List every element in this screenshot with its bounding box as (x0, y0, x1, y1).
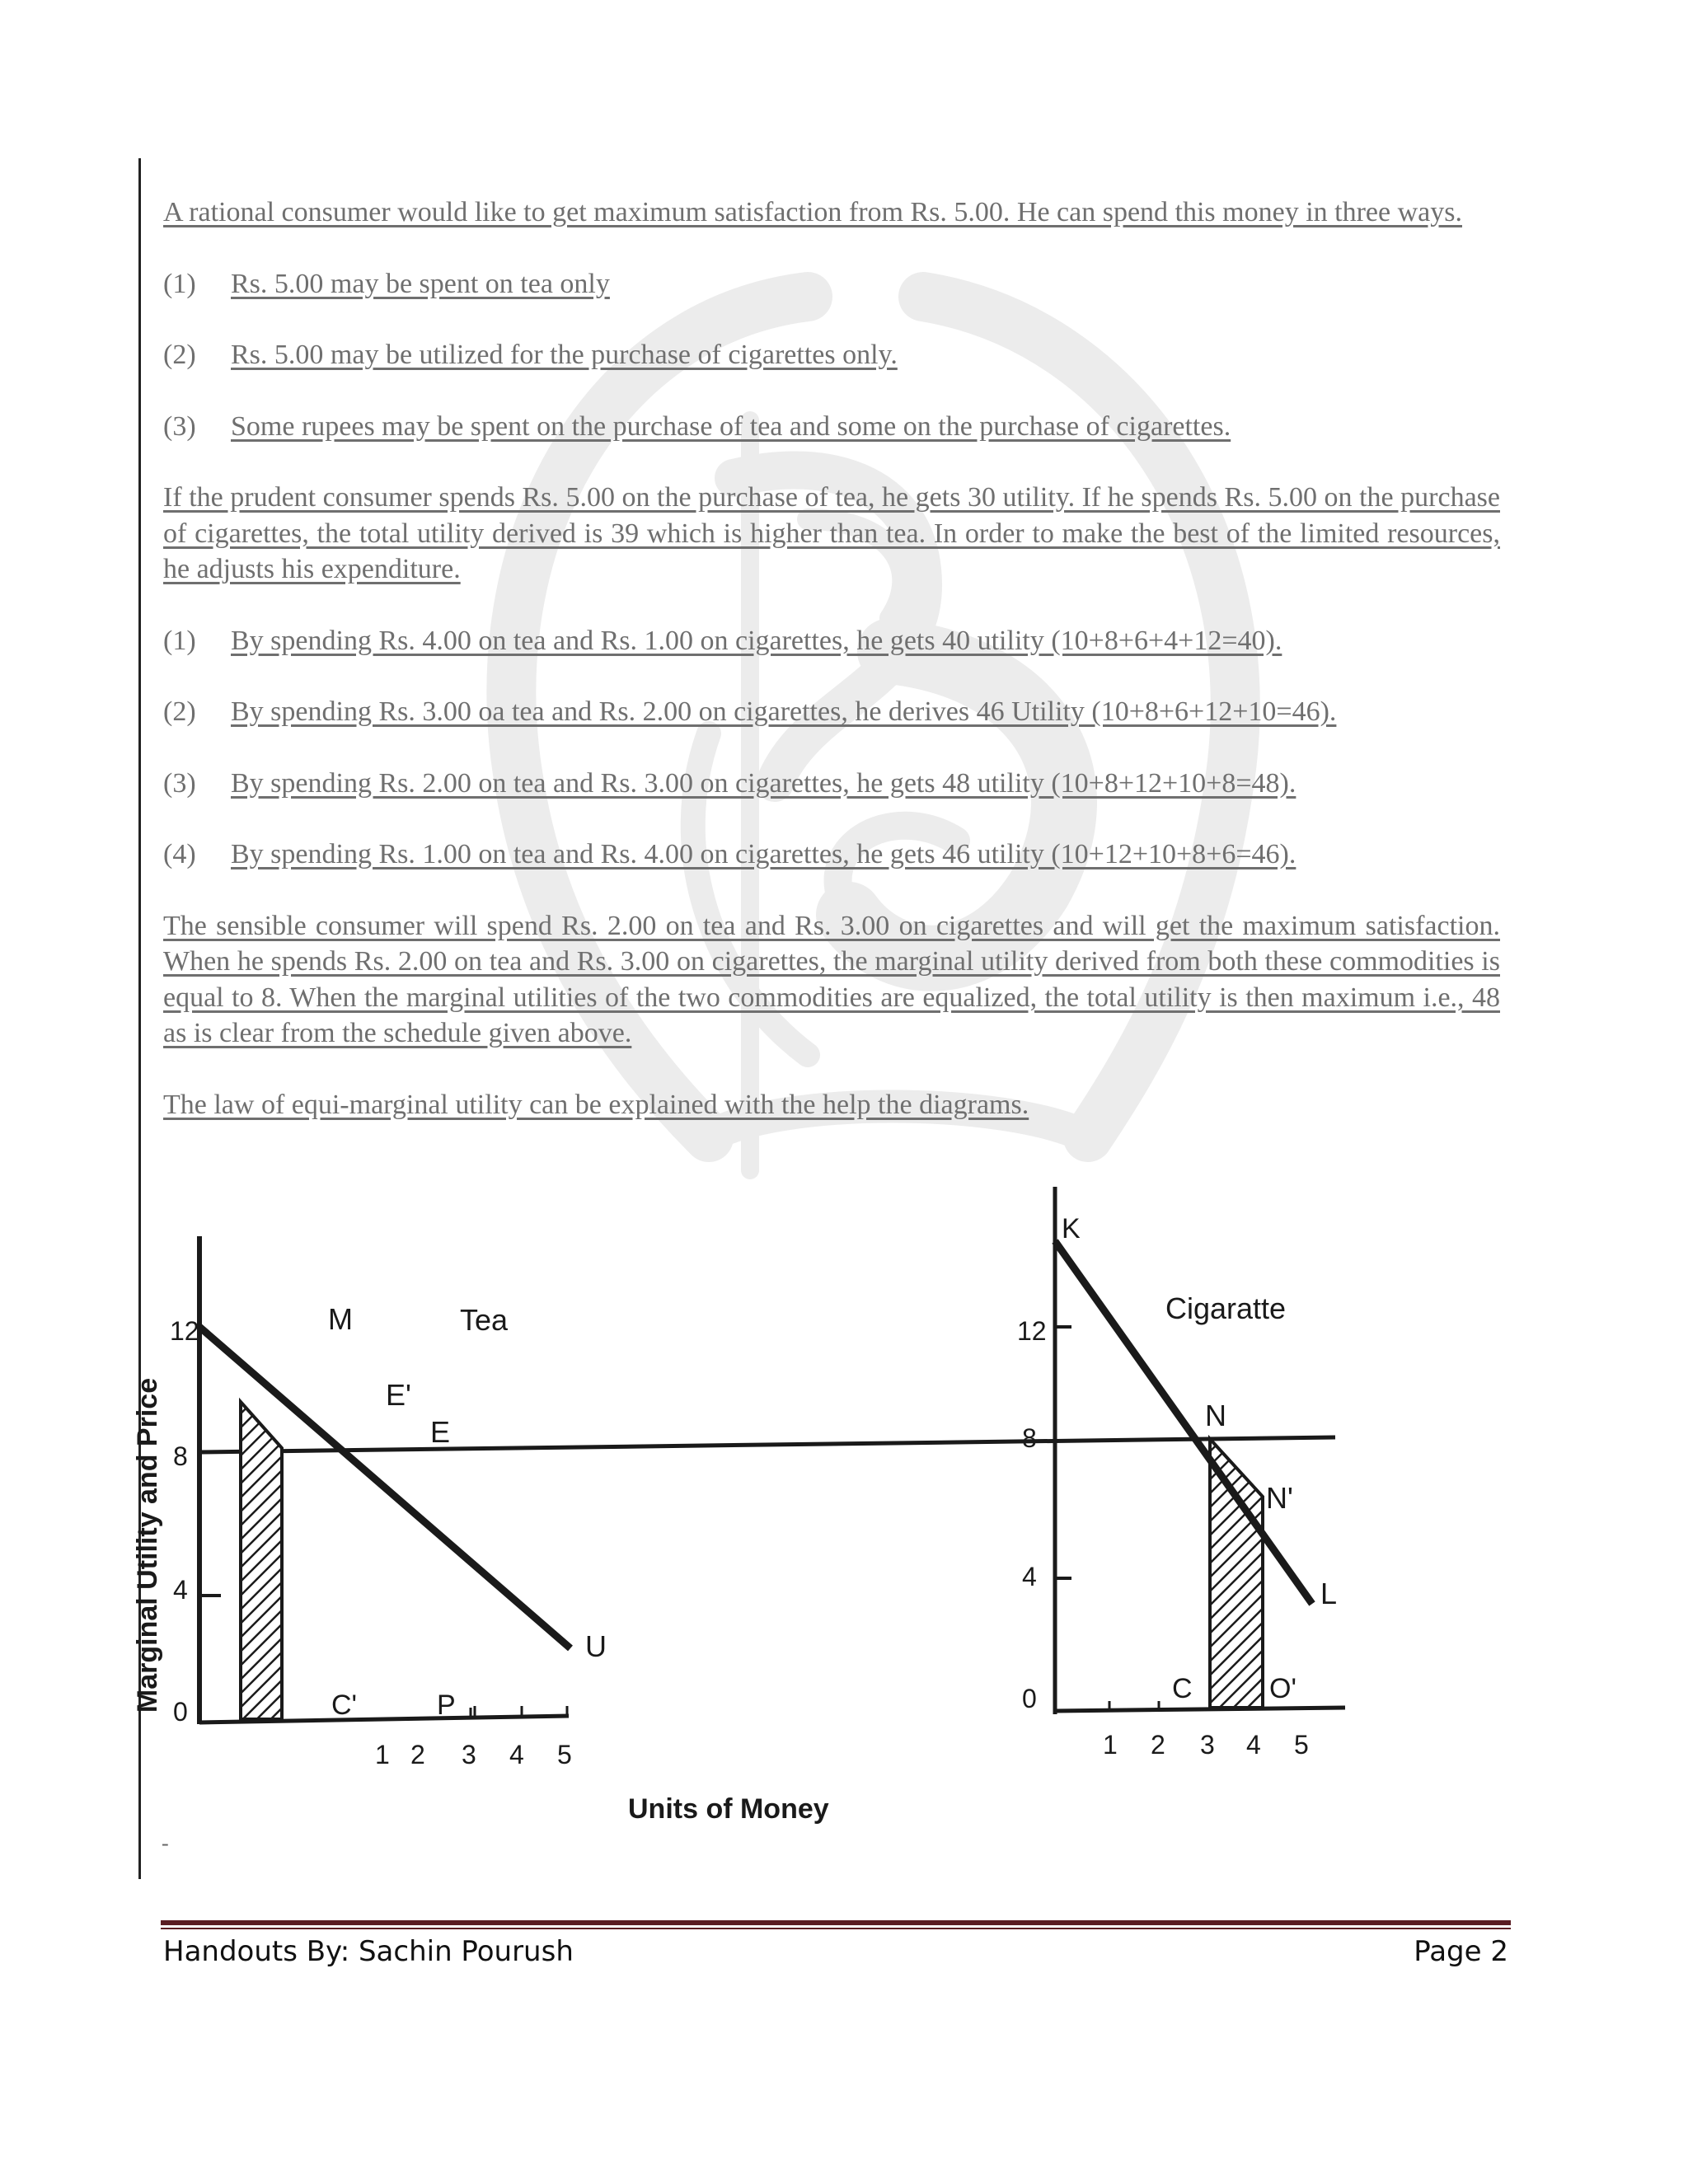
cigarette-panel (1017, 1187, 1345, 1760)
way-item-number: (2) (163, 340, 196, 370)
way-item-number: (3) (163, 410, 196, 442)
tea-y-tick-4: 4 (173, 1575, 188, 1605)
tea-label-p: P (437, 1690, 456, 1721)
option-item-number: (1) (163, 625, 196, 656)
cigarette-label-l: L (1320, 1577, 1338, 1610)
cigarette-y-tick-12: 12 (1017, 1316, 1047, 1346)
tea-x-tick-label-1: 1 (375, 1740, 390, 1769)
law-paragraph: The law of equi-marginal utility can be explained with the help the diagrams. (163, 1089, 1029, 1120)
tea-label-m: M (328, 1302, 353, 1336)
option-item-3 (163, 766, 1500, 802)
cigarette-x-tick-label-1: 1 (1103, 1730, 1118, 1760)
tea-panel (132, 1236, 607, 1769)
cigarette-label-n-prime: N' (1266, 1481, 1293, 1515)
way-item-text: Some rupees may be spent on the purchase of tea and some on the purchase of cigarettes. (231, 410, 1231, 442)
x-axis-title: Units of Money (628, 1793, 829, 1825)
footer-page-number: Page 2 (1414, 1935, 1508, 1968)
cigarette-y-tick-8: 8 (1022, 1423, 1037, 1453)
sensible-consumer-paragraph: The sensible consumer will spend Rs. 2.00 on tea and Rs. 3.00 on cigarettes and will get the maximum satisfaction. When he spends Rs. 2.00 on tea and Rs. 3.00 on cigarettes, the marginal utility derived from both these commodities is equal to 8. When the marginal utilities of the two commodities are equalized, the total utility is then maximum i.e., 48 as is clear from the schedule given above. (163, 910, 1500, 1048)
cigarette-x-tick-label-4: 4 (1246, 1730, 1261, 1760)
option-item-1 (163, 623, 1500, 659)
tea-x-tick-label-2: 2 (410, 1740, 425, 1769)
cigarette-label-o-prime: O' (1269, 1673, 1296, 1704)
footer-author: Handouts By: Sachin Pourush (163, 1935, 574, 1968)
option-item-number: (3) (163, 767, 196, 799)
cigarette-shaded-area (1210, 1439, 1263, 1708)
cigarette-x-tick-label-3: 3 (1200, 1730, 1215, 1760)
cigarette-x-tick-label-5: 5 (1294, 1730, 1309, 1760)
tea-label-u: U (585, 1629, 607, 1663)
option-item-4 (163, 837, 1500, 873)
option-item-number: (4) (163, 839, 196, 869)
tea-x-tick-label-5: 5 (557, 1740, 572, 1769)
cigarette-x-tick-label-2: 2 (1151, 1730, 1165, 1760)
tea-y-tick-8: 8 (173, 1441, 188, 1471)
y-axis-title: Marginal Utility and Price (132, 1377, 163, 1713)
tea-x-tick-label-3: 3 (462, 1740, 476, 1769)
option-item-text: By spending Rs. 3.00 oa tea and Rs. 2.00 on cigarettes, he derives 46 Utility (10+8+6+12+10=46). (231, 696, 1337, 727)
way-item-1 (163, 266, 1500, 302)
body-text (163, 194, 1500, 1158)
way-item-text: Rs. 5.00 may be utilized for the purchase of cigarettes only. (231, 340, 898, 370)
option-item-text: By spending Rs. 1.00 on tea and Rs. 4.00 on cigarettes, he gets 46 utility (10+12+10+8+6=46). (231, 839, 1296, 869)
equi-marginal-utility-diagram (132, 1195, 1376, 1838)
footer-rule-thin (161, 1928, 1511, 1929)
way-item-number: (1) (163, 268, 196, 299)
tea-label-e-prime: E' (386, 1378, 411, 1412)
price-line (199, 1437, 1335, 1452)
prudent-consumer-paragraph: If the prudent consumer spends Rs. 5.00 on the purchase of tea, he gets 30 utility. If he spends Rs. 5.00 on the purchase of cigarettes, the total utility derived is 39 which is higher than tea. In order to make the best of the limited resources, he adjusts his expenditure. (163, 482, 1500, 584)
intro-paragraph: A rational consumer would like to get maximum satisfaction from Rs. 5.00. He can spend this money in three ways. (163, 197, 1462, 227)
cigarette-label-n: N (1205, 1399, 1226, 1432)
tea-y-tick-12: 12 (170, 1316, 199, 1346)
way-item-2 (163, 337, 1500, 373)
tea-x-tick-label-4: 4 (509, 1740, 524, 1769)
option-item-2 (163, 694, 1500, 730)
tea-y-tick-0: 0 (173, 1697, 188, 1727)
cigarette-label-c: C (1172, 1673, 1193, 1704)
option-item-text: By spending Rs. 4.00 on tea and Rs. 1.00 on cigarettes, he gets 40 utility (10+8+6+4+12=40). (231, 625, 1282, 656)
tea-label-e: E (430, 1415, 451, 1449)
tea-label-c-prime: C' (331, 1690, 358, 1721)
cigarette-label-k: K (1062, 1213, 1081, 1244)
tea-shaded-area (241, 1402, 282, 1719)
cigarette-y-tick-0: 0 (1022, 1684, 1037, 1713)
cigarette-x-axis (1055, 1708, 1345, 1711)
footer-rule (161, 1920, 1511, 1925)
cigarette-title: Cigaratte (1165, 1291, 1287, 1325)
option-item-number: (2) (163, 696, 196, 727)
way-item-3 (163, 409, 1500, 445)
option-item-text: By spending Rs. 2.00 on tea and Rs. 3.00 on cigarettes, he gets 48 utility (10+8+12+10+8=48). (231, 767, 1296, 799)
tea-title: Tea (460, 1303, 509, 1337)
cigarette-y-tick-4: 4 (1022, 1562, 1037, 1591)
stray-mark: - (162, 1831, 169, 1855)
way-item-text: Rs. 5.00 may be spent on tea only (231, 268, 610, 299)
